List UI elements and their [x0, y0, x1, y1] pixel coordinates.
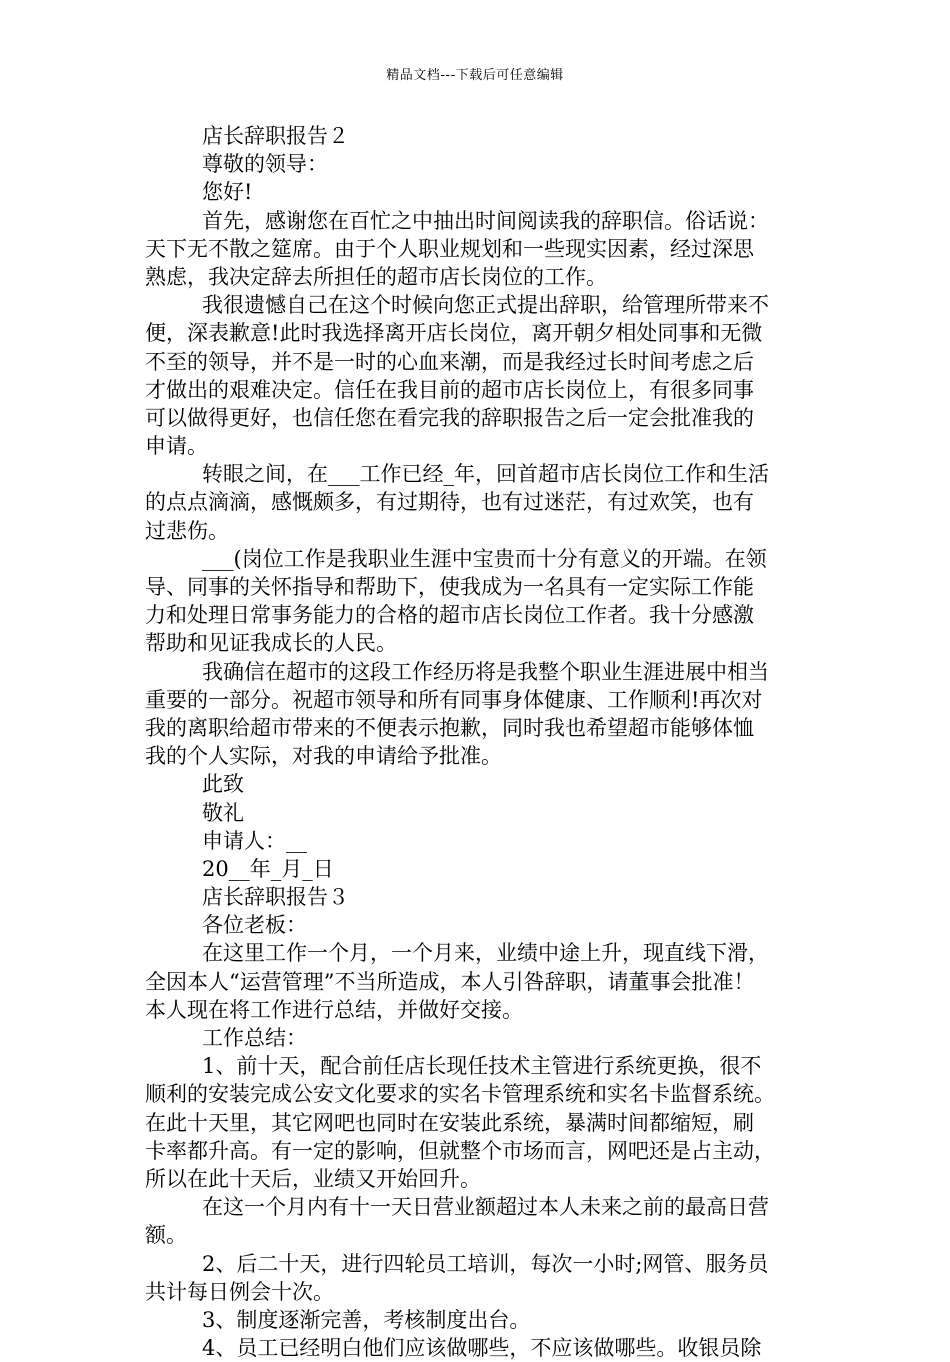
text-line: 3、制度逐渐完善，考核制度出台。 — [202, 1307, 531, 1332]
text-line: 店长辞职报告３ — [202, 885, 349, 910]
text-line: 重要的一部分。祝超市领导和所有同事身体健康、工作顺利!再次对 — [145, 687, 763, 712]
text-line: 过悲伤。 — [145, 518, 229, 543]
text-line: 共计每日例会十次。 — [145, 1279, 334, 1304]
text-line: 便，深表歉意!此时我选择离开店长岗位，离开朝夕相处同事和无微 — [145, 321, 763, 346]
text-line: 4、员工已经明白他们应该做哪些，不应该做哪些。收银员除 — [202, 1336, 762, 1361]
text-line: 工作总结： — [202, 1026, 307, 1050]
text-line: 申请人：__ — [202, 828, 307, 853]
text-line: 熟虑，我决定辞去所担任的超市店长岗位的工作。 — [145, 264, 607, 289]
text-line: 尊敬的领导： — [202, 152, 328, 177]
text-line: 全因本人“运营管理”不当所造成，本人引咎辞职，请董事会批准！ — [145, 969, 755, 994]
text-line: 不至的领导，并不是一时的心血来潮，而是我经过长时间考虑之后 — [145, 349, 754, 374]
text-line: 可以做得更好，也信任您在看完我的辞职报告之后一定会批准我的 — [145, 405, 754, 430]
text-line: 敬礼 — [202, 800, 244, 825]
text-line: 在这一个月内有十一天日营业额超过本人未来之前的最高日营 — [202, 1195, 769, 1220]
text-line: 额。 — [145, 1223, 187, 1248]
text-line: 转眼之间，在___工作已经_年，回首超市店长岗位工作和生活 — [202, 462, 769, 487]
text-line: 首先，感谢您在百忙之中抽出时间阅读我的辞职信。俗话说： — [202, 208, 769, 233]
text-line: 我很遗憾自己在这个时候向您正式提出辞职，给管理所带来不 — [202, 293, 769, 318]
text-line: 在此十天里，其它网吧也同时在安装此系统，暴满时间都缩短，刷 — [145, 1110, 754, 1135]
text-line: 20__年_月_日 — [202, 856, 334, 881]
text-line: 店长辞职报告２ — [202, 124, 349, 148]
text-line: 卡率都升高。有一定的影响，但就整个市场而言，网吧还是占主动， — [145, 1138, 775, 1163]
text-line: 我的个人实际，对我的申请给予批准。 — [145, 744, 502, 769]
document-body — [145, 122, 820, 1362]
text-line: 帮助和见证我成长的人民。 — [145, 631, 397, 656]
text-line: 1、前十天，配合前任店长现任技术主管进行系统更换，很不 — [202, 1054, 762, 1079]
text-line: 顺利的安装完成公安文化要求的实名卡管理系统和实名卡监督系统。 — [145, 1082, 775, 1107]
text-line: ___(岗位工作是我职业生涯中宝贵而十分有意义的开端。在领 — [202, 546, 767, 571]
text-line: 2、后二十天，进行四轮员工培训，每次一小时;网管、服务员 — [202, 1251, 769, 1276]
text-line: 天下无不散之筵席。由于个人职业规划和一些现实因素，经过深思 — [145, 236, 754, 261]
text-line: 导、同事的关怀指导和帮助下，使我成为一名具有一定实际工作能 — [145, 575, 754, 599]
text-line: 所以在此十天后，业绩又开始回升。 — [145, 1166, 481, 1191]
text-line: 我的离职给超市带来的不便表示抱歉，同时我也希望超市能够体恤 — [145, 715, 754, 740]
text-line: 力和处理日常事务能力的合格的超市店长岗位工作者。我十分感激 — [145, 603, 754, 628]
page-header: 精品文档---下载后可任意编辑 — [386, 68, 564, 83]
text-line: 我确信在超市的这段工作经历将是我整个职业生涯进展中相当 — [202, 659, 769, 684]
text-line: 各位老板： — [202, 913, 307, 938]
text-line: 此致 — [202, 772, 244, 797]
text-line: 的点点滴滴，感慨颇多，有过期待，也有过迷茫，有过欢笑，也有 — [145, 490, 754, 515]
text-line: 才做出的艰难决定。信任在我目前的超市店长岗位上，有很多同事 — [145, 377, 754, 402]
text-line: 在这里工作一个月，一个月来，业绩中途上升，现直线下滑， — [202, 941, 769, 966]
text-line: 您好! — [202, 180, 253, 205]
text-line: 本人现在将工作进行总结，并做好交接。 — [145, 997, 523, 1022]
text-line: 申请。 — [145, 434, 208, 459]
